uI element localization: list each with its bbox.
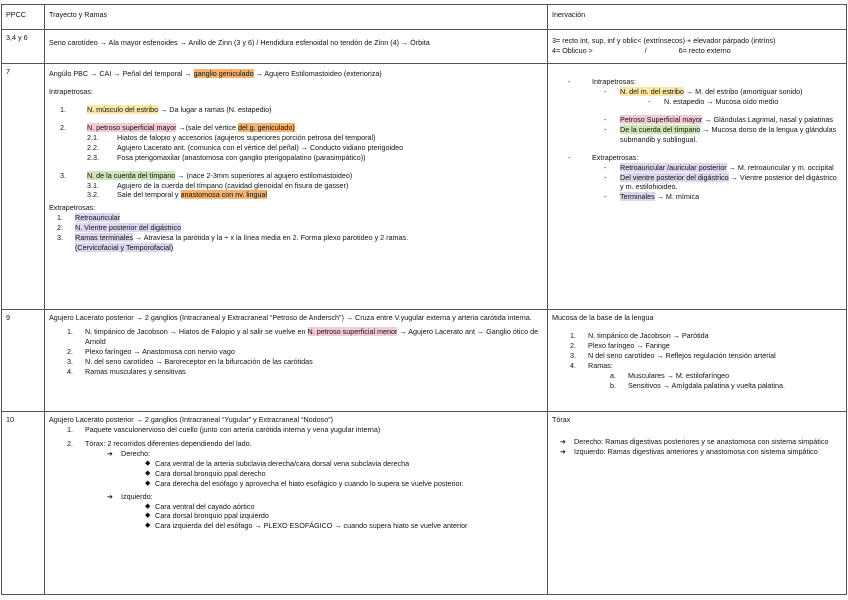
item-text: Cara izquierda del del esófago → PLEXO ESOFÁGICO → cuando supera hiato se vuelve anterior [155,521,468,531]
item-text: N. estapedio → Mucosa oído medio [664,96,779,106]
list-number: 2. [57,223,63,233]
sub-item [49,143,543,153]
list-number: 1. [570,330,576,340]
list-item [49,347,543,357]
item-text: Agujero Lacerato ant. (comunica con el vértice del peñal) → Conducto vidiano pterigoideo [117,142,404,152]
highlight: anastomosa con nv. lingual [180,190,268,200]
list-item [49,511,543,521]
item-text: Tórax: 2 recorridos diferentes dependiendo del lado. [85,438,252,448]
intrapetrosas-label: Intrapetrosas: [592,77,636,86]
item-text: Hiatos de falopio y accesorios (agujeros superiores porción petrosa del temporal) [117,132,376,142]
route-line [49,69,543,79]
arrow-bullet-icon: ➔ [107,491,114,501]
item-text: Derecho: Ramas digestivas posteriores y se anastomosa con sistema simpático [574,436,829,446]
list-number: 1. [57,213,63,223]
list-item [552,437,842,447]
item-text: Cara ventral del cayado aórtico [155,501,255,511]
list-item [552,192,842,202]
list-item [552,331,842,341]
list-item [552,341,842,351]
sub-item [49,153,543,163]
item-text: Izquierdo: Ramas digestivas anteriores y anastomosa con sistema simpático [574,446,818,456]
item-text: N. timpánico de Jacobson → Hiatos de Falopio y al salir se vuelve en [85,326,308,336]
item-text: Cara dorsal bronquio ppal izquierdo [155,511,269,521]
route-text: Angúlo PBC → CAI → Peñal del temporal → [49,69,194,78]
inervacion-cell [548,310,847,412]
list-number: 2.2. [87,142,99,152]
list-item [49,425,543,435]
diamond-bullet-icon: ◆ [145,522,151,530]
list-item [49,449,543,459]
dash-bullet: - [568,77,571,86]
list-item [552,163,842,173]
list-item [49,469,543,479]
list-item [49,171,543,181]
list-item [49,521,543,531]
list-item [49,492,543,502]
highlight: del g. geniculado) [238,122,295,132]
arrow-bullet-icon: ➔ [560,436,567,446]
list-number: 2. [60,122,66,132]
list-number: 1. [60,104,66,114]
dash-bullet: - [604,172,607,182]
highlight: N. músculo del estribo [87,104,159,114]
row-nerve-10 [2,412,847,595]
izquierdo-label: Izquierdo: [121,491,153,501]
sub-item [49,133,543,143]
list-number: 3. [67,356,73,366]
item-text: → Vientre posterior del digástrico y m. estilohioideo. [620,172,837,192]
list-item [49,367,543,377]
item-text: Agujero de la cuerda del tímpano (cavidad glenoidal en fisura de gasser) [117,180,349,190]
list-item [552,447,842,457]
route-line: Agujero Lacerato posterior → 2 ganglios (Intracraneal “Yugular” y Extracraneal “Nodoso”) [49,415,334,424]
list-item [552,115,842,125]
list-item [49,459,543,469]
list-number: 1. [67,326,73,336]
sub-item [552,381,842,391]
highlight: Terminales [620,192,655,202]
route-text: → Agujero Estilomastoideo (exterioriza) [253,69,382,78]
item-text: Musculares → M. estilofaríngeo [628,370,730,380]
dash-bullet: - [604,86,607,96]
intrapetrosas-label: Intrapetrosas: [49,86,93,96]
header-inervacion: Inervación [548,5,847,30]
list-item [49,123,543,133]
list-number: 3. [570,350,576,360]
item-text: → Glándulas Lagrimal, nasal y palatinas [702,114,833,124]
list-number: 2. [570,340,576,350]
extrapetrosas-label: Extrapetrosas: [592,152,639,162]
list-item [552,351,842,361]
list-number: 2.3. [87,152,99,162]
list-item [552,361,842,371]
list-item [49,357,543,367]
sub-item [552,371,842,381]
inervacion-title: Tórax [552,415,571,424]
list-number: 2.1. [87,132,99,142]
item-text: Sale del temporal y [117,190,181,200]
item-text: Cara dorsal bronquio ppal derecho [155,468,266,478]
list-number: 2. [67,438,73,448]
dash-bullet: - [648,96,651,106]
highlight: N. del m. del estribo [620,86,684,96]
item-text: Plexo faríngeo → Faringe [588,340,670,350]
trayecto-cell [45,64,548,310]
ppcc-cell: 10 [2,412,45,595]
list-item [552,87,842,97]
list-number: 4. [570,360,576,370]
inervacion-line: 3= recto int, sup, inf y oblic< (extrínsecos) + elevador párpado (intríns) [552,36,776,45]
item-text: →(sale del vértice [176,122,238,132]
highlight: Del vientre posterior del digástrico [620,172,729,182]
item-text: → Mucosa dorso de la lengua y glándulas submandib y sublingual. [620,124,837,144]
list-item [552,173,842,193]
diamond-bullet-icon: ◆ [145,459,151,467]
dash-bullet: - [604,192,607,202]
list-item [49,213,543,223]
item-text: Plexo faríngeo → Anastomosa con nervio vago [85,346,235,356]
highlight: N. de la cuerda del tímpano [87,170,176,180]
list-item [552,153,842,163]
highlight-ganglio: ganglio geniculado [193,69,254,78]
item-text: → M. del estribo (amortiguar sonido) [683,86,803,96]
list-item [49,479,543,489]
arrow-bullet-icon: ➔ [107,448,114,458]
highlight: N. petroso superficial menor [307,326,398,336]
diamond-bullet-icon: ◆ [145,502,151,510]
list-item [49,439,543,449]
list-item [552,125,842,145]
inervacion-cell [548,64,847,310]
diamond-bullet-icon: ◆ [145,469,151,477]
list-number: 3.2. [87,190,99,200]
derecho-label: Derecho: [121,448,151,458]
item-text: → (nace 2-3mm superiores al agujero estilomastoideo) [175,170,353,180]
list-number: 3.1. [87,180,99,190]
header-trayecto: Trayecto y Ramas [45,5,548,30]
dash-bullet: - [604,124,607,134]
inervacion-line: 4= Oblicuo > / 6= recto externo [552,45,731,55]
item-text: → Da lugar a ramas (N. estapedio) [158,104,272,114]
item-text: → M. retroauricular y m. occipital [726,162,834,172]
row-nerve-9 [2,310,847,412]
highlight: N. petroso superficial mayor [87,122,177,132]
list-number: 2. [67,346,73,356]
list-item [49,233,543,253]
list-number: b. [610,380,616,390]
inervacion-cell [548,30,847,64]
highlight: De la cuerda del tímpano [620,124,701,134]
row-nerves-3-4-6 [2,30,847,64]
list-number: a. [610,370,616,380]
trayecto-cell [45,30,548,64]
list-item [49,327,543,347]
list-item [49,105,543,115]
item-text: N. timpánico de Jacobson → Parótida [588,330,709,340]
item-text: N. del seno carotídeo → Baroreceptor en la bifurcación de las carótidas [85,356,313,366]
sub-item [49,190,543,200]
item-text: Fosa pterigomaxilar (anastomosa con ganglio pterigopalatino (parasimpático)) [117,152,366,162]
cranial-nerves-table [1,4,847,595]
list-number: 3. [57,233,63,243]
sub-item [49,181,543,191]
list-number: 4. [67,366,73,376]
item-text: Cara derecha del esófago y aprovecha el hiato esofágico y cuando lo supera se vuelve posterior. [155,478,464,488]
highlight: Retroauricular [75,213,121,223]
item-text: → Atraviesa la parótida y la ÷ x la línea media en 2. Forma plexo parotideo y 2 ramas. [132,233,409,243]
list-item [49,502,543,512]
ppcc-cell: 7 [2,64,45,310]
diamond-bullet-icon: ◆ [145,479,151,487]
item-text: N del seno carotídeo → Reflejos regulación tensión arterial [588,350,776,360]
dash-bullet: - [568,152,571,162]
item-text: → Agujero Lacerato ant → Ganglio ótico de Arnold [85,326,539,346]
trayecto-cell [45,310,548,412]
row-nerve-7 [2,64,847,310]
highlight: N. Vientre posterior del digástrico [75,223,182,233]
highlight: Petroso Superficial mayor [620,114,703,124]
item-text: Paquete vasculonervioso del cuello (junto con arteria carótida interna y vena yugular interna) [85,424,381,434]
trayecto-cell [45,412,548,595]
item-text: → M. mímica [654,192,700,202]
item-text: Ramas musculares y sensitivas [85,366,186,376]
inervacion-cell [548,412,847,595]
header-ppcc: PPCC [2,5,45,30]
list-item [552,77,842,87]
highlight: (Cervicofacial y Temporofacial) [75,243,174,253]
list-number: 3. [60,170,66,180]
highlight: Retroauricular /auricular posterior [620,162,727,172]
list-item [49,223,543,233]
dash-bullet: - [604,114,607,124]
item-text: Ramas: [588,360,613,370]
item-text: Sensitivos → Amígdala palatina y vuelta palatina. [628,380,786,390]
header-row [2,5,847,30]
route-line: Agujero Lacerato posterior → 2 ganglios (Intracraneal y Extracraneal “Petroso de Andersch”) → Cruza entre V.yugular externa y arteria carótida interna. [49,313,532,322]
list-number: 1. [67,424,73,434]
trayecto-text: Seno carotídeo → Ala mayor esfenoides → Anillo de Zinn (3 y 6) / Hendidura esfenoidal no tendón de Zinn (4) → Órbita [49,38,430,47]
list-item [552,97,842,107]
ppcc-cell: 3,4 y 6 [2,30,45,64]
highlight: Ramas terminales [75,233,133,243]
dash-bullet: - [604,162,607,172]
item-text: Cara ventral de la arteria subclavia derecha/cara dorsal vena subclavia derecha [155,458,410,468]
ppcc-cell: 9 [2,310,45,412]
arrow-bullet-icon: ➔ [560,446,567,456]
extrapetrosas-label: Extrapetrosas: [49,203,96,213]
diamond-bullet-icon: ◆ [145,512,151,520]
inervacion-title: Mucosa de la base de la lengua [552,313,654,322]
